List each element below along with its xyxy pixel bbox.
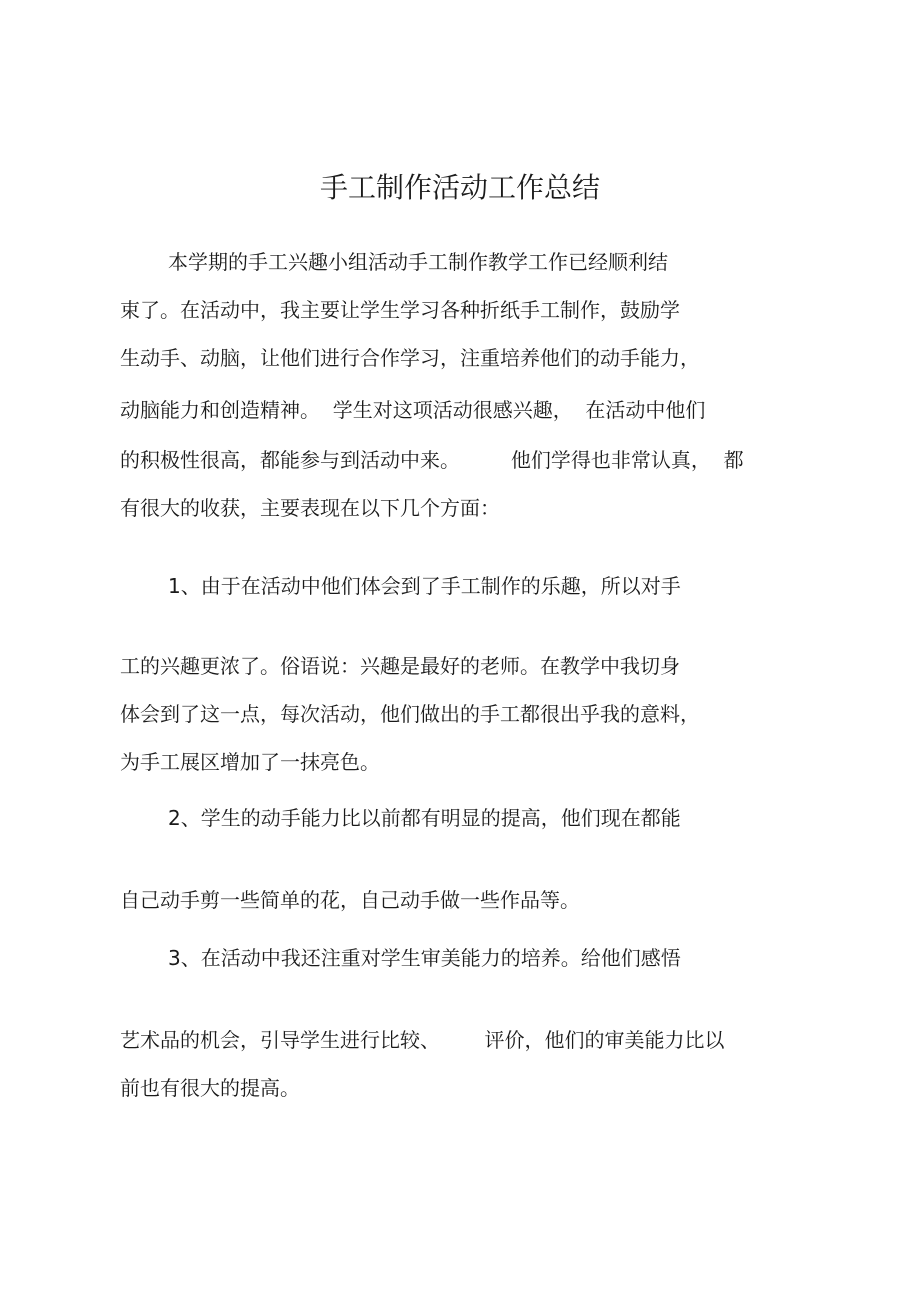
document-title: 手工制作活动工作总结: [319, 171, 600, 204]
paragraph-line: 本学期的手工兴趣小组活动手工制作教学工作已经顺利结: [168, 250, 668, 274]
paragraph-line: 工的兴趣更浓了。俗语说：兴趣是最好的老师。在教学中我切身: [120, 654, 680, 678]
list-item-line: 3、在活动中我还注重对学生审美能力的培养。给他们感悟: [168, 946, 681, 970]
paragraph-line: 体会到了这一点，每次活动，他们做出的手工都很出乎我的意料，: [120, 702, 700, 726]
paragraph-line: 自己动手剪一些简单的花，自己动手做一些作品等。: [120, 888, 580, 912]
paragraph-line: 的积极性很高，都能参与到活动中来。 他们学得也非常认真， 都: [120, 448, 744, 472]
paragraph-line: 艺术品的机会，引导学生进行比较、 评价，他们的审美能力比以: [120, 1028, 725, 1052]
paragraph-line: 束了。在活动中，我主要让学生学习各种折纸手工制作，鼓励学: [120, 298, 680, 322]
list-item-line: 1、由于在活动中他们体会到了手工制作的乐趣，所以对手: [168, 574, 681, 598]
paragraph-line: 生动手、动脑，让他们进行合作学习，注重培养他们的动手能力，: [120, 346, 700, 370]
paragraph-line: 有很大的收获，主要表现在以下几个方面：: [120, 496, 500, 520]
paragraph-line: 为手工展区增加了一抹亮色。: [120, 750, 380, 774]
paragraph-line: 动脑能力和创造精神。 学生对这项活动很感兴趣， 在活动中他们: [120, 398, 706, 422]
list-item-line: 2、学生的动手能力比以前都有明显的提高，他们现在都能: [168, 806, 681, 830]
paragraph-line: 前也有很大的提高。: [120, 1076, 300, 1100]
